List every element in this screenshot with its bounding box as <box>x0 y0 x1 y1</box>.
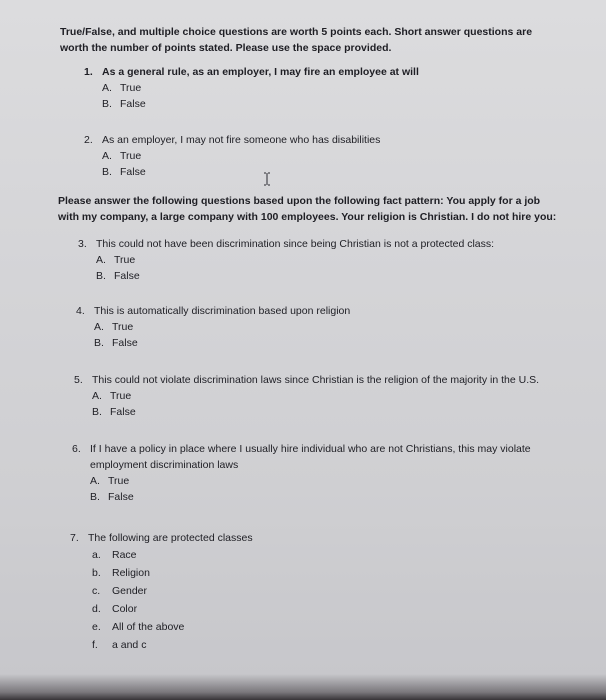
option-text: True <box>114 254 136 266</box>
option-letter: c. <box>92 585 101 597</box>
option-text: True <box>120 150 142 162</box>
question-text: This could not have been discrimination since being Christian is not a protected class: <box>96 238 495 250</box>
option-e[interactable] <box>92 618 550 636</box>
option-b[interactable] <box>102 96 554 112</box>
option-a[interactable] <box>96 252 558 268</box>
option-letter: B. <box>102 166 112 178</box>
option-b[interactable] <box>90 489 562 505</box>
option-b[interactable] <box>96 268 558 284</box>
option-letter: B. <box>92 406 102 418</box>
option-text: All of the above <box>112 621 185 633</box>
question-number: 2. <box>84 134 93 146</box>
option-text: False <box>120 166 146 178</box>
question-text: The following are protected classes <box>88 532 253 544</box>
option-a[interactable] <box>90 473 562 489</box>
question-2 <box>84 132 554 180</box>
option-a[interactable] <box>92 546 550 564</box>
option-a[interactable] <box>92 388 574 404</box>
text-cursor-icon <box>263 172 271 186</box>
option-text: Gender <box>112 585 148 597</box>
option-a[interactable] <box>94 319 556 335</box>
question-text: This could not violate discrimination laws since Christian is the religion of the majority in the U.S. <box>92 374 540 386</box>
option-letter: B. <box>90 491 100 503</box>
option-letter: A. <box>90 475 100 487</box>
option-text: False <box>108 491 134 503</box>
option-letter: d. <box>92 603 101 615</box>
option-text: False <box>110 406 136 418</box>
question-number: 3. <box>78 238 87 250</box>
question-number: 4. <box>76 305 85 317</box>
question-text: As a general rule, as an employer, I may fire an employee at will <box>102 66 419 78</box>
option-letter: B. <box>94 337 104 349</box>
question-7 <box>70 530 550 654</box>
option-b[interactable] <box>92 404 574 420</box>
question-text: If I have a policy in place where I usually hire individual who are not Christians, this may violate employment discrimination laws <box>90 443 531 471</box>
option-text: Color <box>112 603 138 615</box>
option-letter: f. <box>92 639 98 651</box>
option-text: False <box>114 270 140 282</box>
option-c[interactable] <box>92 582 550 600</box>
option-letter: b. <box>92 567 101 579</box>
option-b[interactable] <box>92 564 550 582</box>
option-letter: A. <box>96 254 106 266</box>
option-letter: A. <box>94 321 104 333</box>
option-b[interactable] <box>102 164 554 180</box>
option-text: False <box>120 98 146 110</box>
option-text: True <box>112 321 134 333</box>
photo-edge-shadow <box>0 674 606 700</box>
question-5 <box>74 372 574 420</box>
option-text: True <box>120 82 142 94</box>
option-a[interactable] <box>102 148 554 164</box>
question-4 <box>76 303 556 351</box>
option-f[interactable] <box>92 636 550 654</box>
option-letter: A. <box>102 82 112 94</box>
question-number: 5. <box>74 374 83 386</box>
instructions-text: True/False, and multiple choice questions are worth 5 points each. Short answer questions are worth the number of points stated. Please use the space provided. <box>60 26 533 54</box>
option-a[interactable] <box>102 80 554 96</box>
option-letter: e. <box>92 621 101 633</box>
fact-pattern-text: Please answer the following questions based upon the following fact pattern: You apply for a job with my company, a large company with 100 employees. Your religion is Christian. I do not hire you: <box>58 195 557 223</box>
question-number: 1. <box>84 66 93 78</box>
question-3 <box>78 236 558 284</box>
option-text: a and c <box>112 639 147 651</box>
question-1 <box>84 64 554 112</box>
option-b[interactable] <box>94 335 556 351</box>
option-text: False <box>112 337 138 349</box>
option-text: True <box>110 390 132 402</box>
option-d[interactable] <box>92 600 550 618</box>
option-letter: a. <box>92 549 101 561</box>
option-text: Race <box>112 549 137 561</box>
question-text: As an employer, I may not fire someone who has disabilities <box>102 134 381 146</box>
option-letter: B. <box>102 98 112 110</box>
option-text: True <box>108 475 130 487</box>
question-number: 6. <box>72 443 81 455</box>
question-number: 7. <box>70 532 79 544</box>
option-letter: A. <box>102 150 112 162</box>
option-text: Religion <box>112 567 150 579</box>
question-6 <box>72 441 562 505</box>
option-letter: A. <box>92 390 102 402</box>
option-letter: B. <box>96 270 106 282</box>
question-text: This is automatically discrimination based upon religion <box>94 305 351 317</box>
